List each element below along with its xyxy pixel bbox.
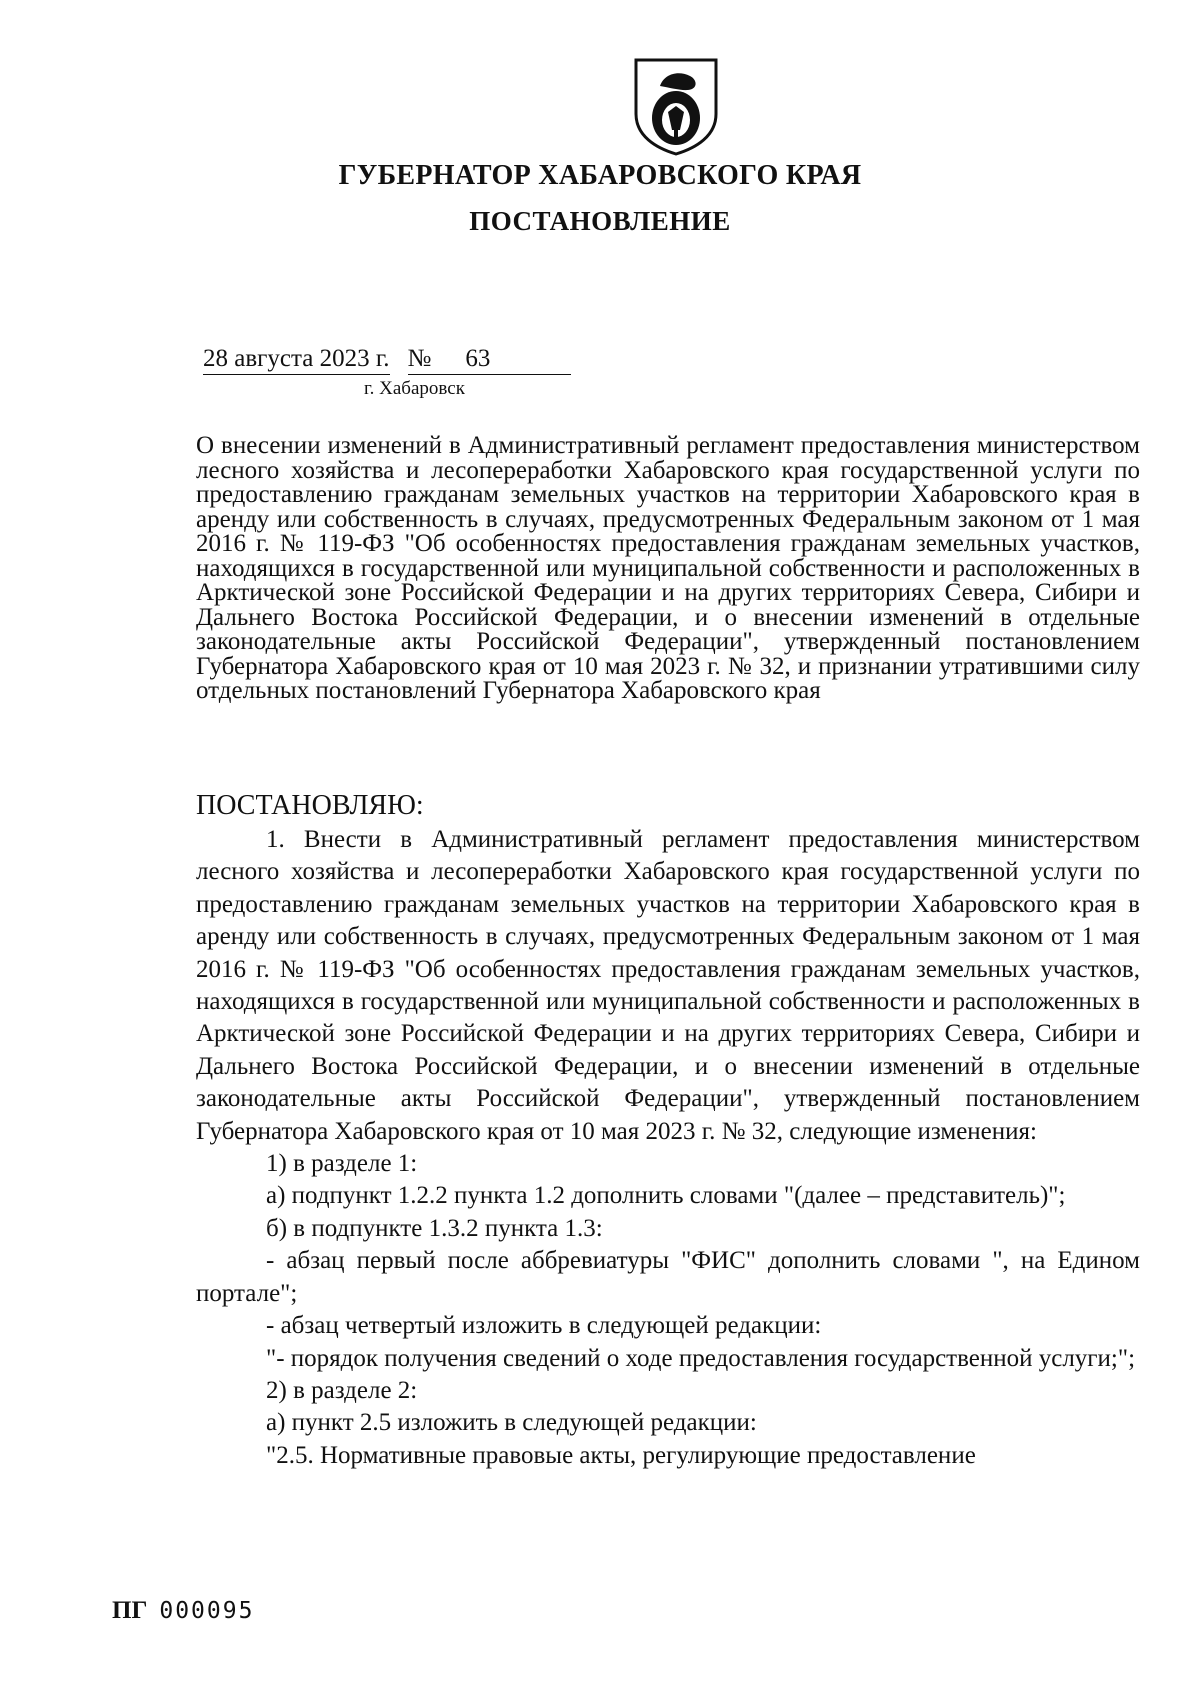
paragraph-6: - абзац четвертый изложить в следующей редакции: — [266, 1312, 822, 1340]
document-type: ПОСТАНОВЛЕНИЕ — [469, 206, 731, 236]
paragraph-9: а) пункт 2.5 изложить в следующей редакции: — [266, 1409, 757, 1437]
paragraph-10: "2.5. Нормативные правовые акты, регулирующие предоставление — [266, 1441, 976, 1469]
date-number-line — [203, 345, 571, 375]
document-date: 28 августа 2023 г. — [203, 345, 390, 375]
paragraph-3: а) подпункт 1.2.2 пункта 1.2 дополнить словами "(далее – представитель)"; — [266, 1182, 1066, 1210]
paragraph-4: б) в подпункте 1.3.2 пункта 1.3: — [266, 1214, 603, 1242]
subject-text: О внесении изменений в Административный регламент предоставления министерством лесного хозяйства и лесопереработки Хабаровского края государственной услуги по предоставлению гражданам земельных участков на территории Хабаровского края в аренду или собственность в случаях, предусмотренных Федеральным законом от 1 мая 2016 г. № 119-ФЗ "Об особенностях предоставления гражданам земельных участков, находящихся в государственной или муниципальной собственности и расположенных в Арктической зоне Российской Федерации и на других территориях Севера, Сибири и Дальнего Востока Российской Федерации, и о внесении изменений в отдельные законодательные акты Российской Федерации", утвержденный постановлением Губернатора Хабаровского края от 10 мая 2023 г. № 32, и признании утратившими силу отдельных постановлений Губернатора Хабаровского края — [196, 432, 1140, 704]
coat-of-arms-icon — [630, 56, 722, 156]
document-city: г. Хабаровск — [364, 378, 465, 399]
paragraph-8: 2) в разделе 2: — [266, 1376, 418, 1404]
resolve-heading: ПОСТАНОВЛЯЮ: — [196, 790, 424, 821]
document-subject — [196, 434, 1140, 704]
form-serial-number: 000095 — [159, 1598, 255, 1624]
paragraph-7: "- порядок получения сведений о ходе предоставления государственной услуги;"; — [266, 1344, 1136, 1372]
form-series: ПГ — [112, 1597, 148, 1624]
number-sign: № — [408, 345, 432, 375]
paragraph-2: 1) в разделе 1: — [266, 1150, 418, 1178]
paragraph-5: - абзац первый после аббревиатуры "ФИС" дополнить словами ", на Едином портале"; — [196, 1247, 1140, 1307]
form-serial — [112, 1597, 254, 1625]
paragraph-1: 1. Внести в Административный регламент предоставления министерством лесного хозяйства и лесопереработки Хабаровского края государственной услуги по предоставлению гражданам земельных участков на территории Хабаровского края в аренду или собственность в случаях, предусмотренных Федеральным законом от 1 мая 2016 г. № 119-ФЗ "Об особенностях предоставления гражданам земельных участков, находящихся в государственной или муниципальной собственности и расположенных в Арктической зоне Российской Федерации и на других территориях Севера, Сибири и Дальнего Востока Российской Федерации, и о внесении изменений в отдельные законодательные акты Российской Федерации", утвержденный постановлением Губернатора Хабаровского края от 10 мая 2023 г. № 32, следующие изменения: — [196, 826, 1140, 1145]
issuing-authority: ГУБЕРНАТОР ХАБАРОВСКОГО КРАЯ — [338, 160, 862, 191]
document-number: 63 — [431, 345, 571, 375]
document-body — [196, 824, 1140, 1472]
